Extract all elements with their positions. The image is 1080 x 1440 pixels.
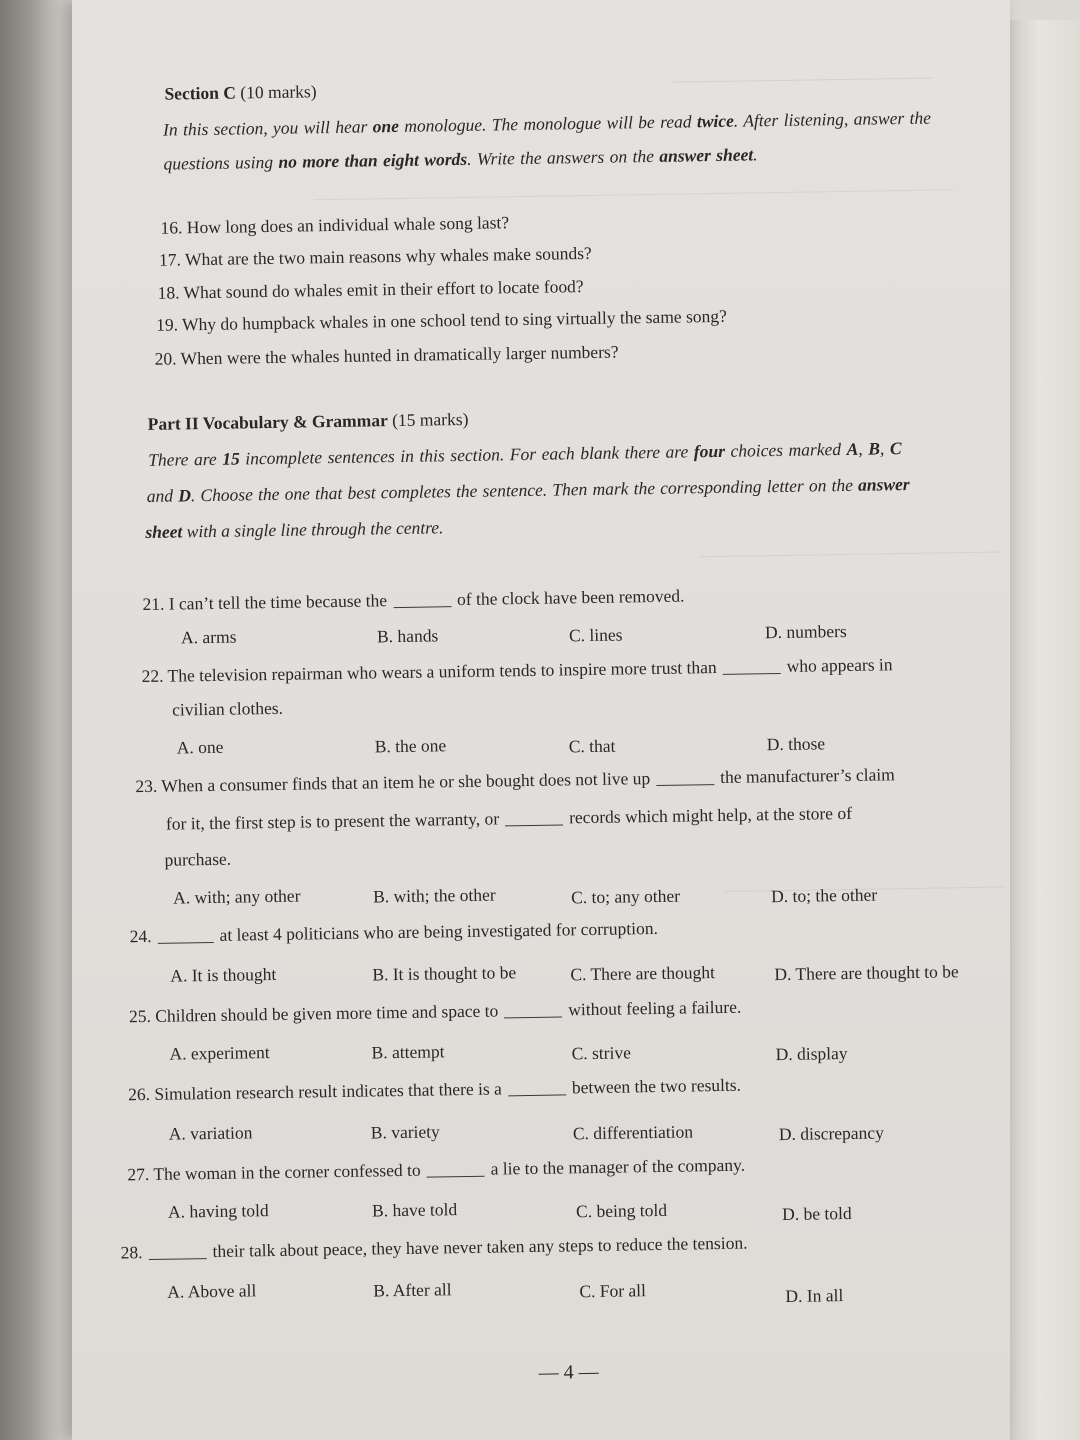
section-c-instructions-line1 [162, 107, 932, 140]
answer-blank [723, 672, 781, 675]
question-text: for it, the first step is to present the warranty, or [165, 808, 500, 834]
q26-option-d: D. discrepancy [778, 1122, 885, 1145]
q22-option-a: A. one [176, 736, 224, 758]
question-text: between the two results. [571, 1074, 742, 1098]
intro-text: monologue. The monologue will be read [398, 111, 698, 136]
question-text: the manufacturer’s claim [719, 764, 895, 787]
bleed-through [700, 538, 1000, 558]
q24-option-a: A. It is thought [170, 963, 277, 986]
answer-blank [505, 823, 563, 826]
q22-option-c: C. that [568, 735, 616, 757]
question-text: 21. I can’t tell the time because the [142, 590, 388, 615]
q24-option-c: C. There are thought [570, 962, 716, 985]
question-22 [142, 656, 893, 685]
q26-option-b: B. variety [370, 1121, 440, 1143]
q25-option-b: B. attempt [371, 1041, 445, 1063]
intro-emphasis: A [846, 438, 859, 459]
part-2-instructions-line3 [145, 519, 443, 541]
q27-option-c: C. being told [575, 1199, 668, 1222]
question-23-end: purchase. [164, 848, 232, 870]
question-text: 23. When a consumer finds that an item he or she bought does not live up [135, 768, 651, 797]
answer-blank [149, 1257, 207, 1260]
intro-emphasis: four [693, 440, 726, 462]
question-text: without feeling a failure. [568, 996, 742, 1020]
intro-emphasis: no more than eight words [278, 148, 468, 172]
question-26 [128, 1074, 742, 1105]
intro-text: questions using [163, 151, 279, 174]
q24-option-d: D. There are thought to be [774, 961, 959, 985]
intro-text: There are [148, 448, 223, 470]
q25-option-a: A. experiment [169, 1042, 270, 1064]
question-28 [120, 1232, 748, 1263]
intro-text: . Choose the one that best completes the sentence. Then mark the corresponding letter on the [190, 474, 859, 506]
intro-text: choices marked [724, 438, 847, 461]
q23-option-a: A. with; any other [172, 885, 301, 908]
intro-emphasis: D [178, 485, 192, 506]
intro-text: , [879, 438, 891, 459]
question-text: 26. Simulation research result indicates that there is a [128, 1078, 503, 1105]
question-22-cont: civilian clothes. [172, 697, 284, 720]
question-text: records which might help, at the store of [568, 802, 853, 828]
intro-text: with a single line through the centre. [182, 517, 444, 542]
question-number: 24. [129, 925, 152, 947]
question-number: 28. [120, 1242, 143, 1263]
q25-option-c: C. strive [571, 1042, 632, 1064]
answer-blank [427, 1175, 485, 1178]
question-text: 25. Children should be given more time and space to [128, 1000, 499, 1027]
q28-option-d: D. In all [785, 1285, 844, 1307]
q28-option-b: B. After all [373, 1279, 452, 1301]
question-text: of the clock have been removed. [456, 585, 685, 610]
intro-emphasis: answer sheet [659, 144, 754, 166]
q28-option-c: C. For all [579, 1280, 647, 1302]
intro-text: and [146, 485, 179, 506]
intro-emphasis: sheet [145, 521, 183, 542]
question-text: 27. The woman in the corner confessed to [127, 1159, 421, 1185]
part-2-marks: (15 marks) [391, 408, 469, 431]
intro-emphasis: B [868, 438, 881, 459]
q28-option-a: A. Above all [167, 1280, 257, 1302]
intro-text: . After listening, answer the [733, 107, 932, 131]
part-2-instructions-line1 [148, 440, 902, 469]
question-23-cont [165, 802, 853, 834]
intro-text: incomplete sentences in this section. For each blank there are [239, 441, 694, 469]
section-c-instructions-line2 [163, 146, 757, 173]
bleed-through [314, 175, 954, 200]
question-20: 20. When were the whales hunted in dramatically larger numbers? [154, 341, 619, 369]
q23-option-c: C. to; any other [571, 885, 681, 908]
page-number: — 4 — [538, 1360, 599, 1384]
question-text: a lie to the manager of the company. [490, 1154, 746, 1179]
bleed-through [672, 64, 932, 83]
section-c-heading [164, 83, 316, 103]
section-c-title: Section C [164, 82, 237, 104]
intro-text: . [752, 144, 758, 165]
question-18: 18. What sound do whales emit in their effort to locate food? [157, 276, 584, 303]
q24-option-b: B. It is thought to be [372, 962, 517, 985]
exam-page [72, 0, 1010, 1440]
intro-text: , [858, 438, 869, 459]
answer-blank [508, 1093, 566, 1096]
question-17: 17. What are the two main reasons why whales make sounds? [158, 242, 592, 270]
q27-option-b: B. have told [371, 1199, 458, 1221]
question-21 [142, 585, 685, 615]
intro-emphasis: twice [696, 110, 734, 132]
intro-text: In this section, you will hear [162, 116, 373, 140]
answer-blank [656, 783, 714, 786]
part-2-title: Part II Vocabulary & Grammar [147, 410, 388, 434]
exam-page-content [71, 0, 1032, 1440]
answer-blank [393, 605, 451, 608]
intro-text: . Write the answers on the [466, 145, 660, 169]
q21-option-a: A. arms [180, 626, 237, 648]
question-16: 16. How long does an individual whale song last? [160, 212, 510, 238]
answer-blank [158, 941, 214, 944]
q22-option-b: B. the one [374, 735, 447, 757]
question-27 [127, 1154, 746, 1185]
q21-option-d: D. numbers [764, 620, 847, 643]
intro-emphasis: one [372, 115, 400, 137]
q21-option-c: C. lines [568, 624, 623, 646]
answer-blank [504, 1015, 562, 1018]
part-2-instructions-line2 [146, 473, 910, 506]
q25-option-d: D. display [775, 1043, 848, 1065]
q22-option-d: D. those [766, 733, 826, 755]
q27-option-d: D. be told [782, 1202, 852, 1225]
part-2-heading [147, 408, 469, 434]
intro-emphasis: answer [857, 473, 910, 495]
intro-emphasis: 15 [222, 448, 240, 469]
question-text: who appears in [786, 654, 893, 676]
q27-option-a: A. having told [167, 1200, 269, 1222]
question-23 [135, 766, 895, 795]
question-24 [129, 917, 659, 947]
question-text: at least 4 politicians who are being investigated for corruption. [219, 917, 659, 945]
question-19: 19. Why do humpback whales in one school tend to sing virtually the same song? [155, 305, 727, 335]
q23-option-d: D. to; the other [771, 884, 878, 907]
question-text: their talk about peace, they have never taken any steps to reduce the tension. [212, 1232, 748, 1262]
question-25 [128, 996, 742, 1027]
q26-option-c: C. differentiation [572, 1121, 694, 1144]
q26-option-a: A. variation [168, 1122, 253, 1144]
question-text: 22. The television repairman who wears a uniform tends to inspire more trust than [141, 657, 717, 687]
q21-option-b: B. hands [376, 625, 439, 647]
intro-emphasis: C [889, 438, 902, 459]
section-c-marks: (10 marks) [240, 81, 317, 103]
q23-option-b: B. with; the other [372, 884, 496, 907]
